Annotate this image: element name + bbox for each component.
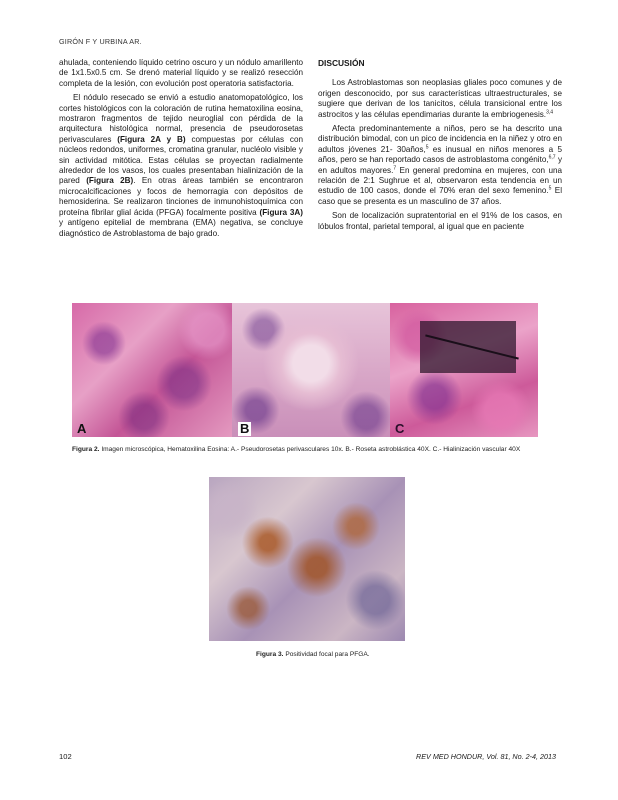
figure-3-caption — [256, 651, 370, 658]
figure-2-caption — [72, 446, 552, 453]
dark-inset-overlay — [420, 321, 516, 373]
citation: 6,7 — [548, 154, 556, 161]
citation: 3,4 — [546, 108, 554, 115]
running-head: GIRÓN F Y URBINA AR. — [59, 37, 142, 46]
citation: 7 — [393, 164, 397, 171]
right-paragraph-3: Son de localización supratentorial en el 91% de los casos, en lóbulos frontal, parietal temporal, al igual que en paciente — [318, 211, 562, 231]
right-column — [318, 58, 562, 232]
citation: 5 — [548, 185, 552, 192]
figure-2-caption-text: Imagen microscópica, Hematoxilina Eosina: A.- Pseudorosetas perivasculares 10x. B.- Roseta astroblástica 40X. C.- Hialinización vascular 40X — [99, 446, 521, 453]
panel-label-c: C — [395, 421, 405, 436]
citation: 5 — [425, 144, 429, 151]
journal-reference: REV MED HONDUR, Vol. 81, No. 2-4, 2013 — [416, 752, 556, 761]
panel-label-a: A — [77, 421, 87, 436]
right-paragraph-1: Los Astroblastomas son neoplasias gliales poco comunes y de origen desconocido, por sus características ultraestructurales, se sugiere que derivan de los tanicitos, célula transicional entre los astrocitos y las células ependimarias durante la embriogenesis.$^{3,4}$ — [318, 78, 562, 119]
left-paragraph-2: El nódulo resecado se envió a estudio anatomopatológico, los cortes histológicos con la coloración de rutina hematoxilina eosina, mostraron fragmentos de tejido neuroglial con pérdida de la arquitectura histológica normal, presencia de pseudorosetas perivasculares (Figura 2A y B) compuestas por células con núcleos redondos, uniformes, cromatina granular, nucléolo visible y sin actividad mitótica. Estas células se proyectan radialmente alrededor de los vasos, los cuales presentaban hialinización de la pared (Figura 2B). En otras áreas también se encontraron microcalcificaciones y focos de hemorragia con depósitos de hemosiderina. Se realizaron tinciones de inmunohistoquímica con proteína fibrilar glial ácida (PFGA) focalmente positiva (Figura 3A) y antígeno epitelial de membrana (EMA) negativa, se concluye diagnóstico de Astroblastoma de bajo grado. — [59, 93, 304, 238]
figure-2-caption-label: Figura 2. — [72, 446, 100, 453]
micrograph-panel-b — [232, 303, 390, 437]
micrograph-panel-c — [390, 303, 538, 437]
inset-vessel-line — [425, 334, 519, 359]
panel-label-b: B — [240, 421, 250, 436]
figure-3-micrograph — [209, 477, 405, 641]
page-number: 102 — [59, 752, 72, 761]
section-heading-discussion: DISCUSIÓN — [318, 58, 365, 68]
micrograph-panel-a — [72, 303, 232, 437]
figure-3-caption-label: Figura 3. — [256, 651, 284, 658]
right-paragraph-2: Afecta predominantemente a niños, pero se ha descrito una distribución bimodal, con un pico de incidencia en la niñez y otro en adultos jóvenes 21- 30años,$^5$ es inusual en niños menores a 5 años, pero se han reportado casos de astroblastoma congénito,$^{6,7}$ y en adultos mayores.$^7$ En general predomina en mujeres, con una relación de 2:1 Sughrue et al, observaron esta tendencia en un estudio de 100 casos, donde el 70% eran del sexo femenino.$^5$ El caso que se presenta es un masculino de 37 años. — [318, 124, 563, 206]
figure-reference[interactable]: (Figura 3A) — [259, 207, 303, 217]
figure-2-micrographs — [72, 303, 538, 437]
figure-reference[interactable]: (Figura 2B) — [86, 176, 134, 186]
figure-3-caption-text: Positividad focal para PFGA. — [283, 651, 370, 658]
left-paragraph-1: ahulada, conteniendo líquido cetrino oscuro y un nódulo amarillento de 1x1.5x0.5 cm. Se drenó material líquido y se realizó resección completa de la lesión, con evolución post operatoria satisfactoria. — [59, 58, 303, 88]
left-column — [59, 58, 303, 239]
figure-reference[interactable]: (Figura 2A y B) — [117, 134, 186, 144]
